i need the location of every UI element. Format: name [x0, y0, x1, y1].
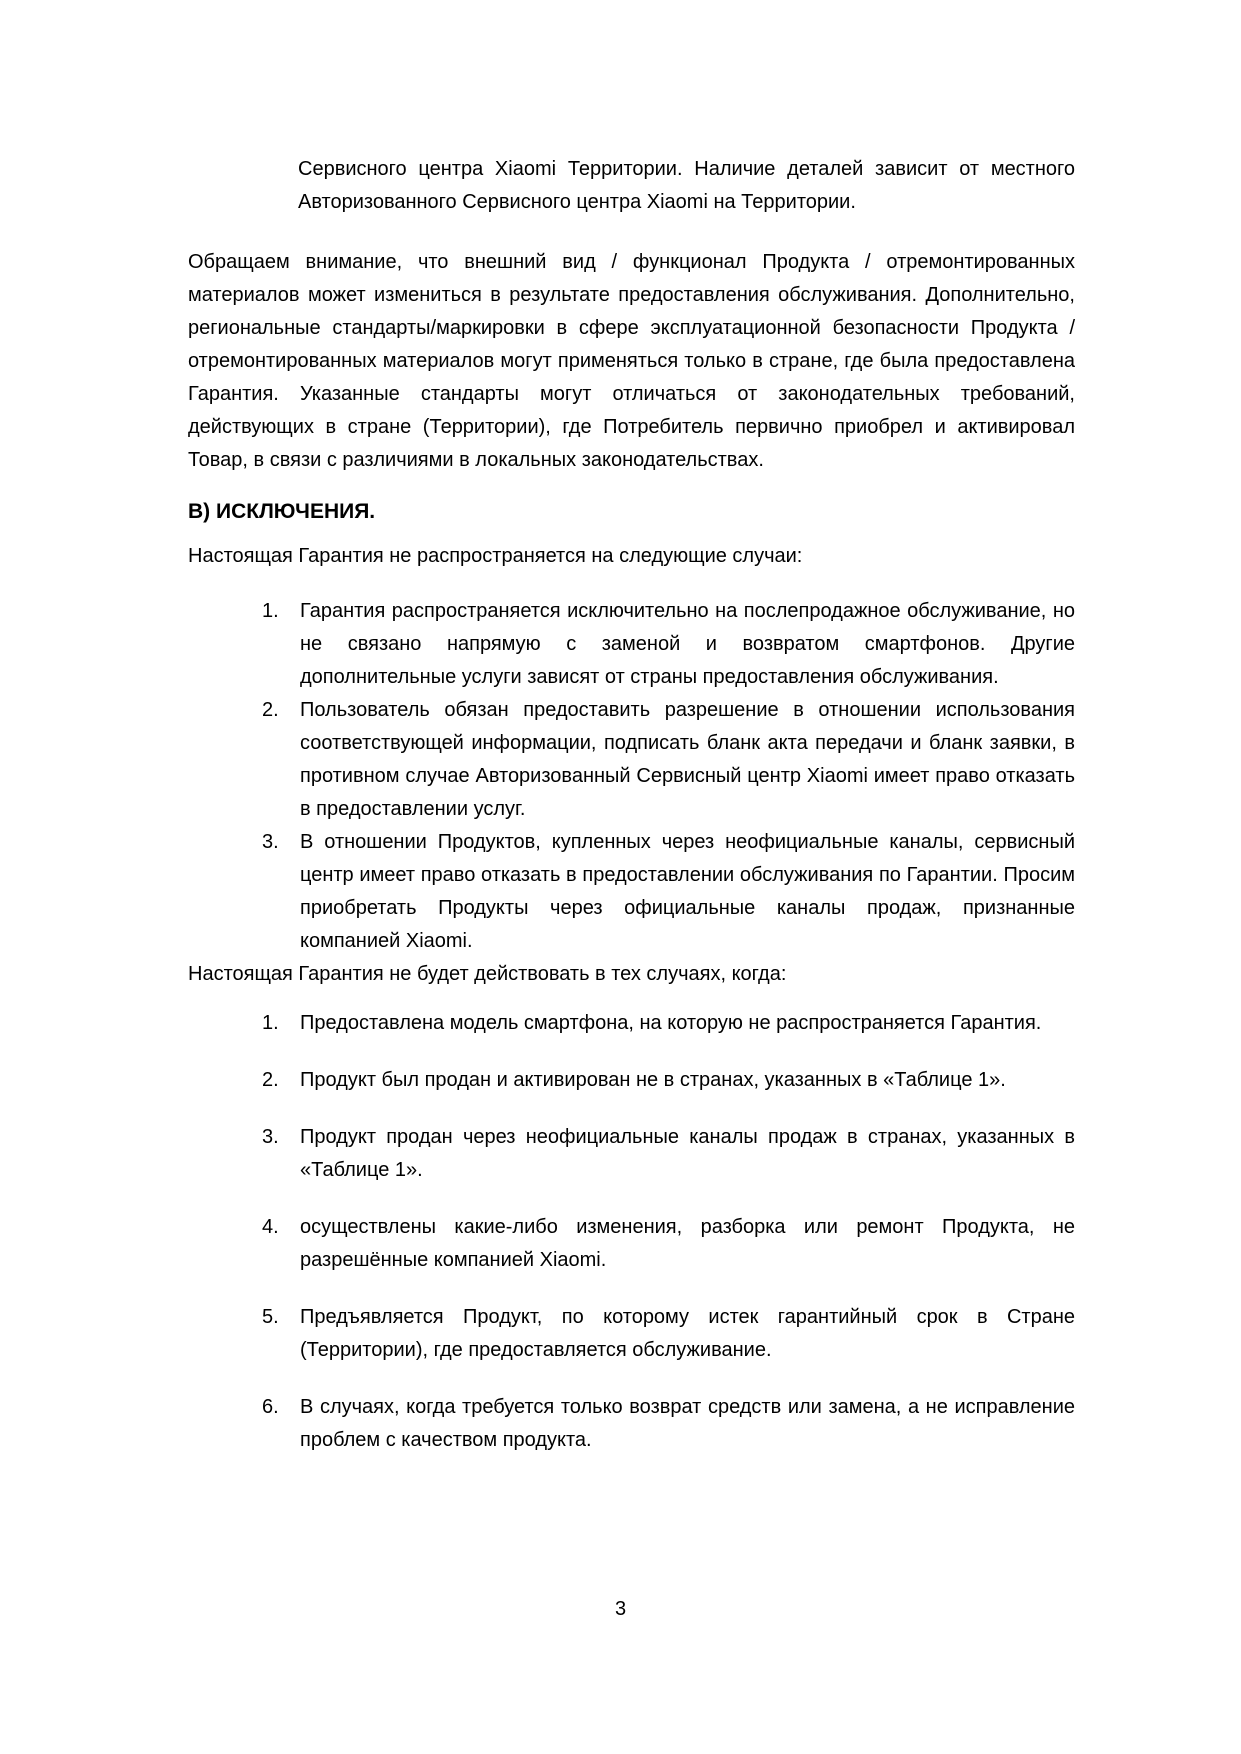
list-item-number: 4. — [262, 1216, 279, 1238]
continuation-paragraph: Сервисного центра Xiaomi Территории. Наличие деталей зависит от местного Авторизованного Сервисного центра Xiaomi на Территории. — [298, 158, 1075, 213]
list-item — [188, 826, 1075, 958]
list-item-text: В случаях, когда требуется только возврат средств или замена, а не исправление проблем с качеством продукта. — [300, 1396, 1075, 1451]
list-item-text: Предъявляется Продукт, по которому истек гарантийный срок в Стране (Территории), где предоставляется обслуживание. — [300, 1306, 1075, 1361]
section-heading: В) ИСКЛЮЧЕНИЯ. — [188, 500, 376, 523]
list-item-number: 2. — [262, 1069, 279, 1091]
list-item-text: Гарантия распространяется исключительно на послепродажное обслуживание, но не связано напрямую с заменой и возвратом смартфонов. Другие дополнительные услуги зависят от страны предоставления обслуживания. — [300, 600, 1075, 688]
list-item — [188, 1391, 1075, 1457]
list-item-text: Продукт был продан и активирован не в странах, указанных в «Таблице 1». — [300, 1069, 1006, 1091]
list-item-text: В отношении Продуктов, купленных через неофициальные каналы, сервисный центр имеет право отказать в предоставлении обслуживания по Гарантии. Просим приобретать Продукты через официальные каналы продаж, признанные компанией Xiaomi. — [300, 831, 1075, 952]
list-item — [188, 1121, 1075, 1187]
void-intro: Настоящая Гарантия не будет действовать в тех случаях, когда: — [188, 963, 787, 985]
notice-paragraph: Обращаем внимание, что внешний вид / функционал Продукта / отремонтированных материалов может измениться в результате предоставления обслуживания. Дополнительно, региональные стандарты/маркировки в сфере эксплуатационной безопасности Продукта / отремонтированных материалов могут применяться только в стране, где была предоставлена Гарантия. Указанные стандарты могут отличаться от законодательных требований, действующих в стране (Территории), где Потребитель первично приобрел и активировал Товар, в связи с различиями в локальных законодательствах. — [188, 251, 1075, 471]
list-item-number: 2. — [262, 699, 279, 721]
list-item-number: 3. — [262, 831, 279, 853]
list-item-text: Пользователь обязан предоставить разрешение в отношении использования соответствующей информации, подписать бланк акта передачи и бланк заявки, в противном случае Авторизованный Сервисный центр Xiaomi имеет право отказать в предоставлении услуг. — [300, 699, 1075, 820]
exclusions-list — [188, 595, 1075, 958]
page-number: 3 — [614, 1598, 627, 1620]
list-item-text: осуществлены какие-либо изменения, разборка или ремонт Продукта, не разрешённые компанией Xiaomi. — [300, 1216, 1075, 1271]
list-item-number: 6. — [262, 1396, 279, 1418]
void-cases-list — [188, 1007, 1075, 1457]
list-item-number: 1. — [262, 1012, 279, 1034]
list-item — [188, 1301, 1075, 1367]
exclusions-intro: Настоящая Гарантия не распространяется на следующие случаи: — [188, 545, 803, 567]
list-item — [188, 595, 1075, 694]
list-item — [188, 1064, 1075, 1097]
list-item-number: 3. — [262, 1126, 279, 1148]
list-item — [188, 1211, 1075, 1277]
list-item — [188, 1007, 1075, 1040]
list-item — [188, 694, 1075, 826]
list-item-text: Продукт продан через неофициальные каналы продаж в странах, указанных в «Таблице 1». — [300, 1126, 1075, 1181]
list-item-number: 1. — [262, 600, 279, 622]
list-item-number: 5. — [262, 1306, 279, 1328]
list-item-text: Предоставлена модель смартфона, на которую не распространяется Гарантия. — [300, 1012, 1042, 1034]
